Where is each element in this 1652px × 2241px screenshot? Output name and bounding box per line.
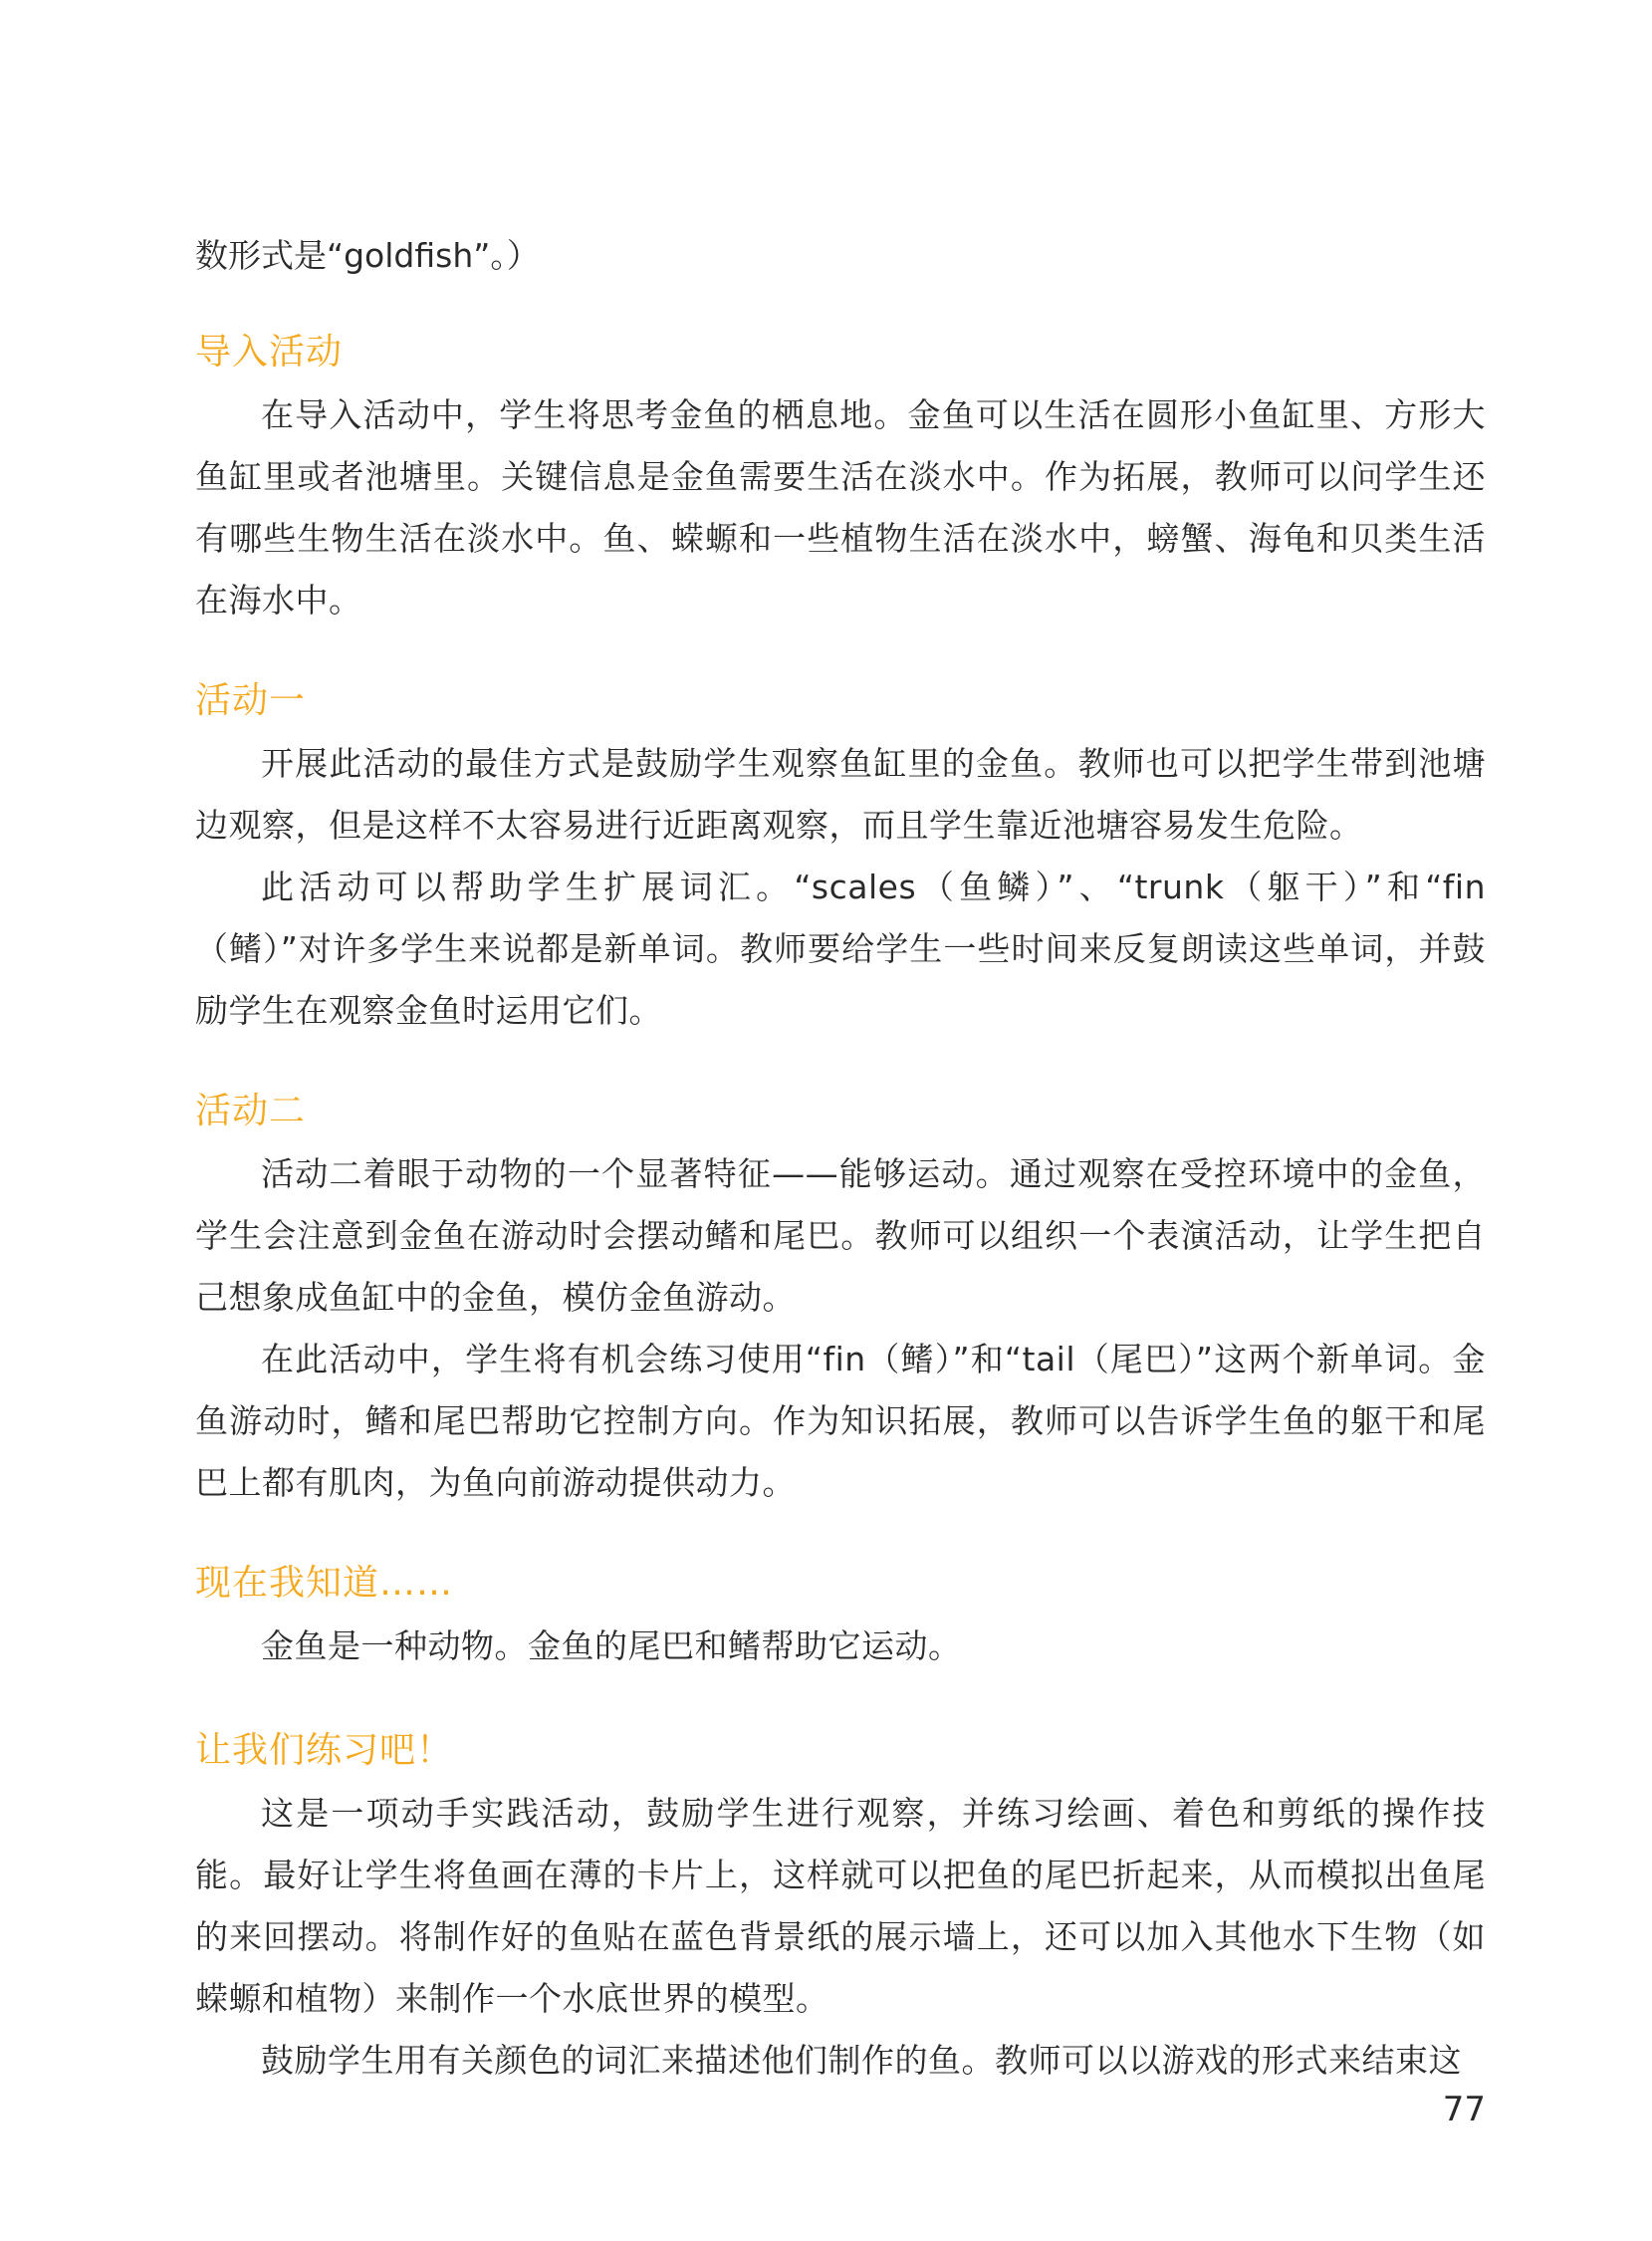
heading-activity-one: 活动一 — [195, 680, 307, 721]
paragraph-activity-one-2: 此活动可以帮助学生扩展词汇。“scales（鱼鳞）”、“trunk（躯干）”和“fin（鳍）”对许多学生来说都是新单词。教师要给学生一些时间来反复朗读这些单词，并鼓励学生在观察金鱼时运用它们。 — [195, 868, 1486, 1030]
heading-lets-practice: 让我们练习吧！ — [195, 1730, 454, 1771]
paragraph-activity-two-1: 活动二着眼于动物的一个显著特征——能够运动。通过观察在受控环境中的金鱼，学生会注意到金鱼在游动时会摆动鳍和尾巴。教师可以组织一个表演活动，让学生把自己想象成鱼缸中的金鱼，模仿金鱼游动。 — [195, 1154, 1486, 1317]
heading-activity-two: 活动二 — [195, 1091, 307, 1131]
continuation-text: 数形式是“goldfish”。） — [195, 236, 540, 275]
paragraph-lets-practice-2: 鼓励学生用有关颜色的词汇来描述他们制作的鱼。教师可以以游戏的形式来结束这 — [261, 2041, 1462, 2080]
document-page — [195, 0, 1486, 2241]
heading-now-i-know: 现在我知道…… — [195, 1563, 454, 1604]
page-number: 77 — [1442, 2090, 1486, 2129]
paragraph-now-i-know: 金鱼是一种动物。金鱼的尾巴和鳍帮助它运动。 — [261, 1626, 962, 1665]
paragraph-lets-practice-1: 这是一项动手实践活动，鼓励学生进行观察，并练习绘画、着色和剪纸的操作技能。最好让学生将鱼画在薄的卡片上，这样就可以把鱼的尾巴折起来，从而模拟出鱼尾的来回摆动。将制作好的鱼贴在蓝色背景纸的展示墙上，还可以加入其他水下生物（如蝾螈和植物）来制作一个水底世界的模型。 — [195, 1794, 1486, 2018]
heading-intro-activity: 导入活动 — [195, 332, 344, 373]
paragraph-activity-two-2: 在此活动中，学生将有机会练习使用“fin（鳍）”和“tail（尾巴）”这两个新单词。金鱼游动时，鳍和尾巴帮助它控制方向。作为知识拓展，教师可以告诉学生鱼的躯干和尾巴上都有肌肉，为鱼向前游动提供动力。 — [195, 1340, 1486, 1502]
paragraph-intro-activity: 在导入活动中，学生将思考金鱼的栖息地。金鱼可以生活在圆形小鱼缸里、方形大鱼缸里或者池塘里。关键信息是金鱼需要生活在淡水中。作为拓展，教师可以问学生还有哪些生物生活在淡水中。鱼、蝾螈和一些植物生活在淡水中，螃蟹、海龟和贝类生活在海水中。 — [195, 395, 1486, 620]
paragraph-activity-one-1: 开展此活动的最佳方式是鼓励学生观察鱼缸里的金鱼。教师也可以把学生带到池塘边观察，但是这样不太容易进行近距离观察，而且学生靠近池塘容易发生危险。 — [195, 744, 1486, 845]
